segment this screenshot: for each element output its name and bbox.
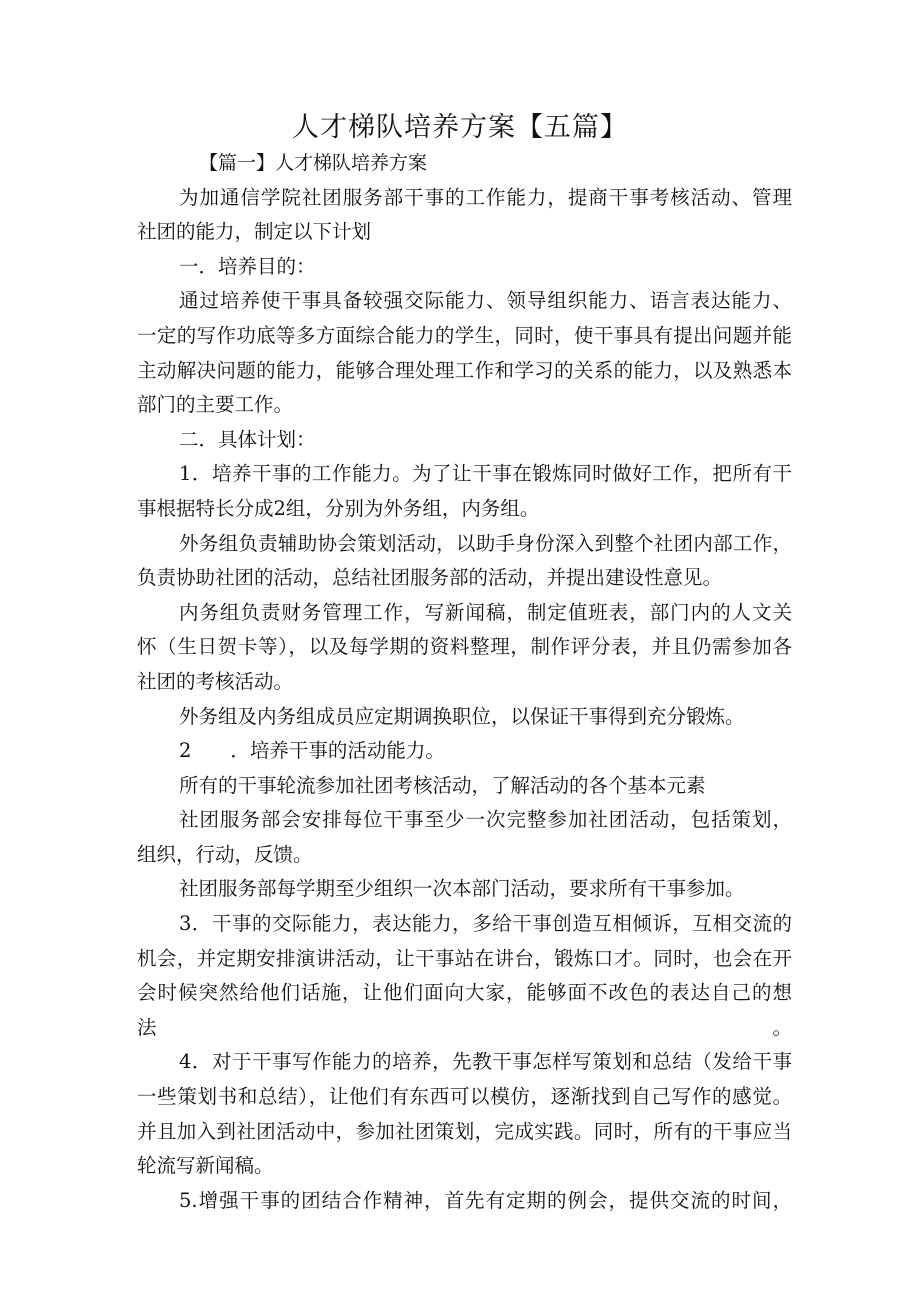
paragraph-line: 通过培养使干事具备较强交际能力、领导组织能力、语言表达能力、 [179, 289, 792, 313]
paragraph-line: 外务组及内务组成员应定期调换职位，以保证干事得到充分锻炼。 [179, 704, 745, 728]
section-heading: 【篇一】人才梯队培养方案 [199, 152, 428, 174]
paragraph-line: 社团服务部会安排每位干事至少一次完整参加社团活动，包括策划， [179, 808, 792, 832]
paragraph-line: 1．培养干事的工作能力。为了让干事在锻炼同时做好工作，把所有干 [179, 462, 792, 486]
section-heading: 二．具体计划： [179, 427, 316, 451]
paragraph-line: 事根据特长分成2组，分别为外务组，内务组。 [137, 496, 540, 520]
paragraph-line: 并且加入到社团活动中，参加社团策划，完成实践。同时，所有的干事应当 [137, 1119, 792, 1143]
document-body [137, 146, 792, 1218]
paragraph-line: 怀（生日贺卡等），以及每学期的资料整理，制作评分表，并且仍需参加各 [137, 635, 792, 659]
paragraph-line: 会时候突然给他们话施，让他们面向大家，能够面不改色的表达自己的想法。 [137, 981, 792, 1039]
paragraph-line: 4．对于干事写作能力的培养，先教干事怎样写策划和总结（发给干事 [179, 1050, 792, 1074]
paragraph-line: 轮流写新闻稿。 [137, 1154, 274, 1178]
paragraph-line: 内务组负责财务管理工作，写新闻稿，制定值班表，部门内的人文关 [179, 600, 792, 624]
paragraph-line: 组织，行动，反馈。 [137, 842, 313, 866]
paragraph-line: 为加通信学院社团服务部干事的工作能力，提商干事考核活动、管理 [179, 185, 792, 209]
paragraph-line: 负责协助社团的活动，总结社团服务部的活动，并提出建设性意见。 [137, 566, 723, 590]
paragraph-line: 外务组负责辅助协会策划活动，以助手身份深入到整个社团内部工作， [179, 531, 792, 555]
section-heading: 一．培养目的： [179, 254, 316, 278]
paragraph-line: 社团的能力，制定以下计划 [137, 220, 372, 244]
paragraph-line: 所有的干事轮流参加社团考核活动，了解活动的各个基本元素 [179, 773, 706, 797]
paragraph-line: 社团的考核活动。 [137, 669, 294, 693]
paragraph-line: 一定的写作功底等多方面综合能力的学生，同时，使干事具有提出问题并能 [137, 323, 792, 347]
paragraph-line: 3．干事的交际能力，表达能力，多给干事创造互相倾诉，互相交流的 [179, 912, 792, 936]
paragraph-line: 部门的主要工作。 [137, 393, 294, 417]
paragraph-line: 一些策划书和总结），让他们有东西可以模仿，逐渐找到自己写作的感觉。 [137, 1085, 792, 1109]
paragraph-line: 主动解决问题的能力，能够合理处理工作和学习的关系的能力，以及熟悉本 [137, 358, 792, 382]
paragraph-line: 5.增强干事的团结合作精神，首先有定期的例会，提供交流的时间， [179, 1188, 792, 1212]
paragraph-line: 机会，并定期安排演讲活动，让干事站在讲台，锻炼口才。同时，也会在开 [137, 946, 792, 970]
document-title: 人才梯队培养方案【五篇】 [292, 112, 628, 143]
paragraph-line: 社团服务部每学期至少组织一次本部门活动，要求所有干事参加。 [179, 877, 745, 901]
section-heading: 2 ．培养干事的活动能力。 [179, 739, 445, 763]
